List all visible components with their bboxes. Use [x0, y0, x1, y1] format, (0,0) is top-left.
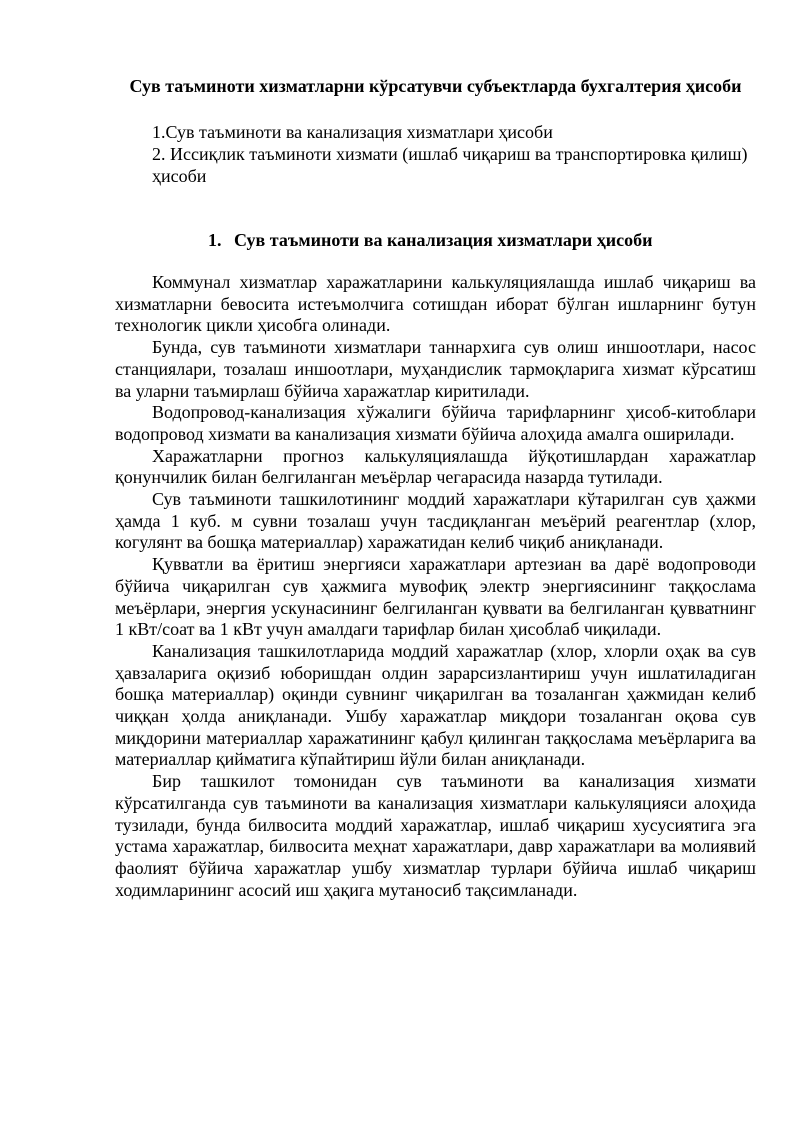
paragraph: Коммунал хизматлар харажатларини калькуляциялашда ишлаб чиқариш ва хизматларни бевосита истеъмолчига сотишдан иборат бўлган ишларнинг бутун технологик цикли ҳисобга олинади.: [115, 272, 756, 336]
paragraph: Водопровод-канализация хўжалиги бўйича тарифларнинг ҳисоб-китоблари водопровод хизмати ва канализация хизмати бўйича алоҳида амалга оширилади.: [115, 402, 756, 444]
section-body: [115, 272, 756, 901]
paragraph: Канализация ташкилотларида моддий харажатлар (хлор, хлорли оҳак ва сув ҳавзаларига оқизиб юборишдан олдин зарарсизлантириш учун ишлатиладиган бошқа материаллар) оқинди сувнинг чиқарилган ва тозаланган ҳажмидан келиб чиққан ҳолда аниқланади. Ушбу харажатлар миқдори тозаланган оқова сув миқдорини материаллар харажатининг қабул қилинган таққослама меъёрларига ва материаллар қийматига кўпайтириш йўли билан аниқланади.: [115, 640, 756, 770]
paragraph: Харажатларни прогноз калькуляциялашда йўқотишлардан харажатлар қонунчилик билан белгиланган меъёрлар чегарасида назарда тутилади.: [115, 445, 756, 488]
paragraph: Бунда, сув таъминоти хизматлари таннархига сув олиш иншоотлари, насос станциялари, тозалаш иншоотлари, муҳандислик тармоқларига хизмат кўрсатиш ва уларни таъмирлаш бўйича харажатлар киритилади.: [115, 337, 756, 401]
section-title: Сув таъминоти ва канализация хизматлари ҳисоби: [234, 230, 653, 250]
document-title: Сув таъминоти хизматларни кўрсатувчи субъектларда бухгалтерия ҳисоби: [129, 76, 742, 96]
table-of-contents: [115, 121, 756, 187]
section-number: 1.: [208, 230, 222, 250]
toc-item-1: 1.Сув таъминоти ва канализация хизматлари ҳисоби: [152, 122, 553, 142]
paragraph: Қувватли ва ёритиш энергияси харажатлари артезиан ва дарё водопроводи бўйича чиқарилган сув ҳажмига мувофиқ электр энергиясининг таққослама меъёрлари, энергия ускунасининг белгиланган қуввати ва белгиланган қувватнинг 1 кВт/соат ва 1 кВт учун амалдаги тарифлар билан ҳисоблаб чиқилади.: [115, 554, 756, 640]
document-page: [115, 74, 756, 901]
paragraph: Сув таъминоти ташкилотининг моддий харажатлари кўтарилган сув ҳажми ҳамда 1 куб. м сувни тозалаш учун тасдиқланган меъёрий реагентлар (хлор, когулянт ва бошқа материаллар) харажатидан келиб чиқиб аниқланади.: [115, 489, 756, 553]
paragraph: Бир ташкилот томонидан сув таъминоти ва канализация хизмати кўрсатилганда сув таъминоти ва канализация хизматлари калькуляцияси алоҳида тузилади, бунда билвосита моддий харажатлар, ишлаб чиқариш хусусиятига эга устама харажатлар, билвосита меҳнат харажатлари, давр харажатлари ва молиявий фаолият бўйича харажатлар ушбу хизматлар турлари бўйича ишлаб чиқариш ходимларининг асосий иш ҳақига мутаносиб тақсимланади.: [115, 771, 756, 900]
toc-item-2: 2. Иссиқлик таъминоти хизмати (ишлаб чиқариш ва транспортировка қилиш) ҳисоби: [152, 144, 748, 186]
section-heading: [115, 228, 756, 252]
